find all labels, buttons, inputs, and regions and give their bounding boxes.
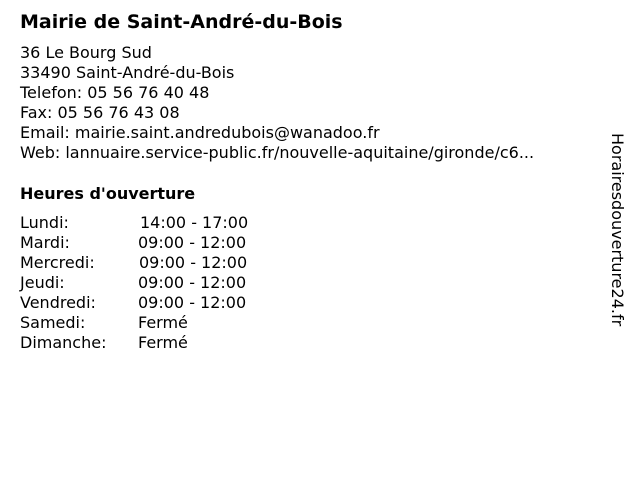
hours-time: 09:00 - 12:00 [138, 293, 247, 312]
hours-row-samedi [20, 313, 280, 333]
address-street: 36 Le Bourg Sud [20, 43, 152, 62]
hours-time: 14:00 - 17:00 [140, 213, 249, 232]
hours-row-mercredi [20, 253, 280, 273]
hours-row-vendredi [20, 293, 280, 313]
hours-row-mardi [20, 233, 280, 253]
hours-time: 09:00 - 12:00 [139, 253, 248, 272]
hours-row-dimanche [20, 333, 280, 353]
hours-row-jeudi [20, 273, 280, 293]
hours-day: Jeudi: [20, 273, 65, 292]
hours-time: 09:00 - 12:00 [138, 233, 247, 252]
hours-day: Mardi: [20, 233, 70, 252]
hours-day: Lundi: [20, 213, 69, 232]
hours-day: Mercredi: [20, 253, 95, 272]
hours-day: Dimanche: [20, 333, 107, 352]
site-watermark: Horairesdouverture24.fr [608, 133, 627, 327]
hours-heading: Heures d'ouverture [20, 184, 196, 203]
hours-day: Vendredi: [20, 293, 96, 312]
hours-time: Fermé [138, 313, 188, 332]
email-line: Email: mairie.saint.andredubois@wanadoo.fr [20, 123, 380, 142]
hours-row-lundi [20, 213, 280, 233]
hours-day: Samedi: [20, 313, 86, 332]
opening-hours-table [20, 213, 280, 353]
contact-info [20, 43, 534, 163]
address-city: 33490 Saint-André-du-Bois [20, 63, 235, 82]
page-title: Mairie de Saint-André-du-Bois [20, 11, 343, 33]
hours-time: 09:00 - 12:00 [138, 273, 247, 292]
phone-line: Telefon: 05 56 76 40 48 [20, 83, 210, 102]
web-line: Web: lannuaire.service-public.fr/nouvelle-aquitaine/gironde/c6... [20, 143, 535, 162]
fax-line: Fax: 05 56 76 43 08 [20, 103, 180, 122]
hours-time: Fermé [138, 333, 188, 352]
